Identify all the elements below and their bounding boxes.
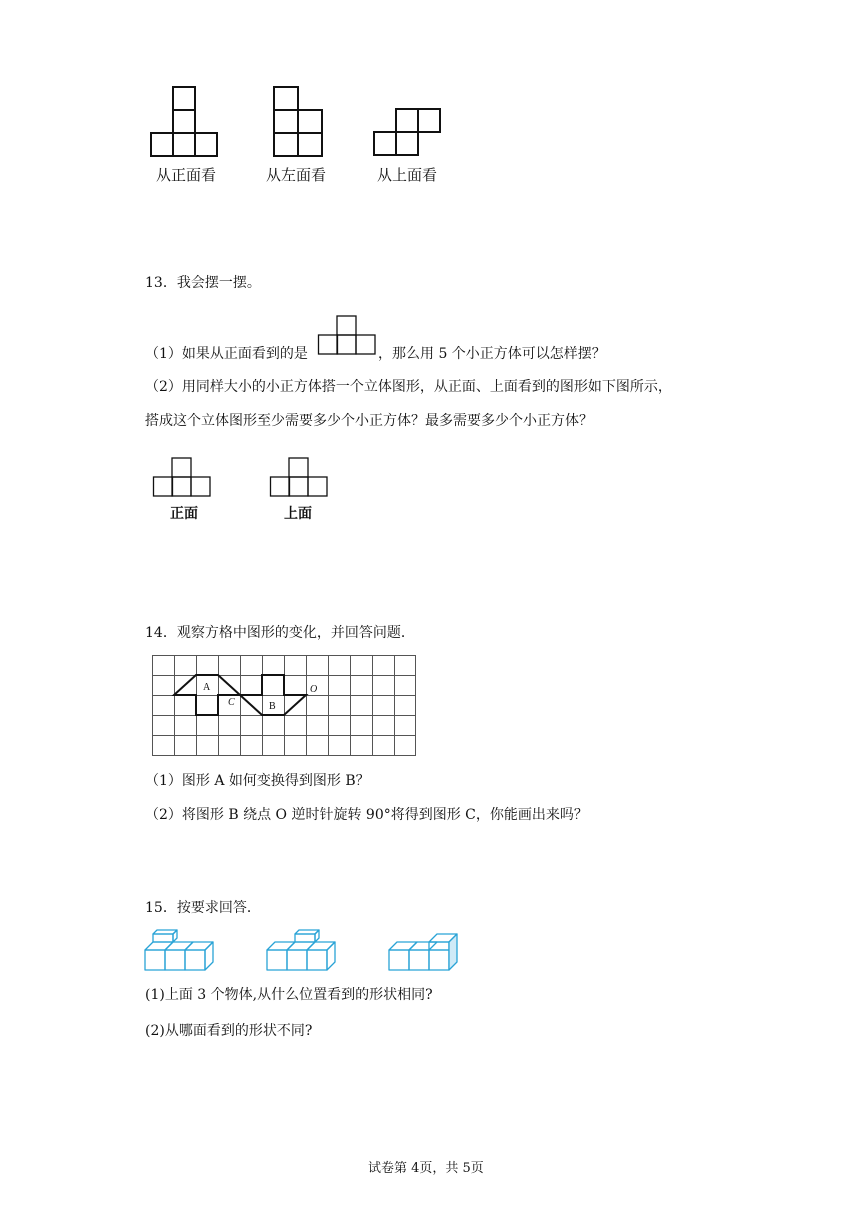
front-view-label: 从正面看 — [156, 166, 217, 184]
question-13-part1-before: （1）如果从正面看到的是 — [145, 346, 308, 362]
question-15-part2: (2)从哪面看到的形状不同? — [145, 1023, 313, 1039]
top-view-figure — [373, 108, 445, 158]
question-13-front-label: 正面 — [170, 506, 198, 522]
question-13-inline-front-view — [318, 315, 380, 357]
question-14-part2: （2）将图形 B 绕点 O 逆时针旋转 90°将得到图形 C，你能画出来吗？ — [145, 807, 588, 823]
question-13-part2-line2: 搭成这个立体图形至少需要多少个小正方体？最多需要多少个小正方体？ — [145, 413, 593, 429]
left-view-figure — [273, 86, 325, 158]
question-13-part1-after: ，那么用 5 个小正方体可以怎样摆？ — [378, 346, 606, 362]
question-13-title: 13．我会摆一摆。 — [145, 275, 261, 291]
question-13-top-view-figure — [270, 457, 332, 499]
cube-object-2 — [265, 936, 340, 974]
question-13-part2-line1: （2）用同样大小的小正方体搭一个立体图形，从正面、上面看到的图形如下图所示， — [145, 379, 672, 395]
front-view-figure — [150, 86, 225, 158]
question-14-title: 14．观察方格中图形的变化，并回答问题． — [145, 625, 415, 641]
shape-b-label: B — [269, 701, 276, 712]
question-13-top-label: 上面 — [284, 506, 312, 522]
cube-object-1 — [143, 936, 218, 974]
point-c-label: C — [228, 697, 235, 708]
shape-a-label: A — [203, 682, 211, 693]
question-13-front-view-figure — [153, 457, 215, 499]
left-view-label: 从左面看 — [266, 166, 327, 184]
top-view-label: 从上面看 — [377, 166, 438, 184]
grid-lines — [152, 655, 416, 756]
cube-object-3 — [387, 936, 467, 974]
point-o-label: O — [310, 684, 318, 695]
question-15-title: 15．按要求回答． — [145, 900, 261, 916]
question-15-part1: (1)上面 3 个物体,从什么位置看到的形状相同? — [145, 987, 433, 1003]
question-14-grid-figure — [152, 655, 418, 757]
question-14-part1: （1）图形 A 如何变换得到图形 B？ — [145, 773, 370, 789]
page-footer: 试卷第 4页，共 5页 — [368, 1161, 484, 1176]
